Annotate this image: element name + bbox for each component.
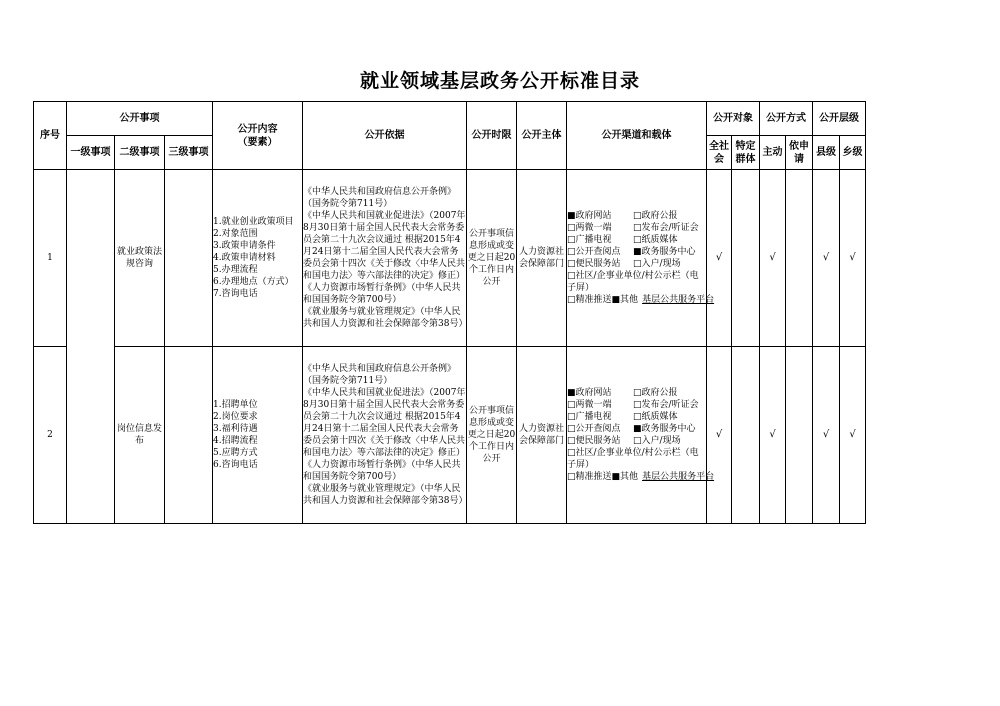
- channel-reading: □公开查阅点: [567, 424, 621, 434]
- table-row: [34, 347, 866, 524]
- basis-item: 《中华人民共和国政府信息公开条例》（国务院令第711号）: [303, 187, 457, 209]
- content-item: 1.招聘单位: [213, 400, 258, 410]
- channel-service-center: ■政务服务中心: [633, 424, 696, 434]
- header-subject: 公开主体: [517, 102, 567, 170]
- header-basis: 公开依据: [303, 102, 467, 170]
- content-item: 2.岗位要求: [213, 412, 258, 422]
- row-channels: [567, 347, 715, 524]
- row-level1: [67, 170, 115, 524]
- channel-gov-site: ■政府网站: [567, 388, 612, 398]
- channel-other: ■其他: [611, 472, 639, 482]
- row-subject: 人力资源社会保障部门: [517, 170, 567, 347]
- method-active-check: √: [760, 347, 786, 524]
- content-item: 3.政策申请条件: [213, 241, 276, 251]
- channel-service-center: ■政务服务中心: [633, 247, 696, 257]
- row-content: [213, 347, 303, 524]
- channel-board: □社区/企事业单位/村公示栏（电子屏）: [567, 448, 699, 470]
- level-town-check: √: [840, 170, 866, 347]
- standard-catalog-table: [33, 101, 866, 524]
- content-item: 4.招聘流程: [213, 436, 258, 446]
- row-level3: [165, 170, 213, 347]
- level-town-check: √: [840, 347, 866, 524]
- header-method: 公开方式: [760, 102, 813, 136]
- header-method-request: 依申请: [786, 136, 813, 170]
- row-subject: 人力资源社会保障部门: [517, 347, 567, 524]
- channel-door: □入户/现场: [633, 436, 681, 446]
- table-row: [34, 170, 866, 347]
- channel-paper: □纸质媒体: [633, 235, 678, 245]
- channel-press: □发布会/听证会: [633, 223, 699, 233]
- header-level3: 三级事项: [165, 136, 213, 170]
- basis-item: 《中华人民共和国就业促进法》（2007年8月30日第十届全国人民代表大会常务委员会第二十九次会议通过 根据2015年4月24日第十二届全国人民代表大会常务委员会第十四次《关于修改〈中华人民共和国电力法〉等六部法律的决定》修正）: [303, 211, 466, 281]
- row-channels: [567, 170, 715, 347]
- channel-gov-site: ■政府网站: [567, 211, 612, 221]
- content-item: 1.就业创业政策项目: [213, 217, 294, 227]
- channel-other: ■其他: [611, 295, 639, 305]
- channel-board: □社区/企事业单位/村公示栏（电子屏）: [567, 271, 699, 293]
- content-item: 4.政策申请材料: [213, 253, 276, 263]
- level-county-check: √: [813, 170, 840, 347]
- content-item: 7.咨询电话: [213, 289, 258, 299]
- header-content: [213, 102, 303, 170]
- method-request-check: [786, 170, 813, 347]
- target-specific-check: [732, 347, 760, 524]
- channel-other-text: 基层公共服务平台: [642, 295, 715, 305]
- header-matters: 公开事项: [67, 102, 213, 136]
- header-channels: 公开渠道和载体: [567, 102, 707, 170]
- header-level1: 一级事项: [67, 136, 115, 170]
- content-item: 2.对象范围: [213, 229, 258, 239]
- header-level2: 二级事项: [115, 136, 165, 170]
- header-level-county: 县级: [813, 136, 840, 170]
- channel-reading: □公开查阅点: [567, 247, 621, 257]
- channel-other-text: 基层公共服务平台: [642, 472, 715, 482]
- target-specific-check: [732, 170, 760, 347]
- channel-tv: □广播电视: [567, 412, 612, 422]
- header-level: 公开层级: [813, 102, 866, 136]
- row-basis: [303, 170, 467, 347]
- channel-gazette: □政府公报: [633, 388, 678, 398]
- header-target-all: 全社会: [707, 136, 732, 170]
- content-item: 6.咨询电话: [213, 460, 258, 470]
- basis-item: 《就业服务与就业管理规定》（中华人民共和国人力资源和社会保障部令第38号）: [303, 307, 468, 329]
- channel-push: □精准推送: [567, 472, 612, 482]
- level-county-check: √: [813, 347, 840, 524]
- row-seq: 1: [34, 170, 67, 347]
- channel-door: □入户/现场: [633, 259, 681, 269]
- channel-convenience: □便民服务站: [567, 259, 621, 269]
- basis-item: 《人力资源市场暂行条例》（中华人民共和国国务院令第700号）: [303, 460, 461, 482]
- channel-tv: □广播电视: [567, 235, 612, 245]
- basis-item: 《中华人民共和国政府信息公开条例》（国务院令第711号）: [303, 364, 457, 386]
- row-level3: [165, 347, 213, 524]
- row-level2: 岗位信息发布: [115, 347, 165, 524]
- page-title: 就业领域基层政务公开标准目录: [359, 70, 640, 92]
- row-seq: 2: [34, 347, 67, 524]
- channel-paper: □纸质媒体: [633, 412, 678, 422]
- channel-push: □精准推送: [567, 295, 612, 305]
- content-item: 6.办理地点（方式）: [213, 277, 294, 287]
- channel-press: □发布会/听证会: [633, 400, 699, 410]
- target-all-check: √: [707, 347, 732, 524]
- content-item: 5.应聘方式: [213, 448, 258, 458]
- header-level-town: 乡级: [840, 136, 866, 170]
- method-active-check: √: [760, 170, 786, 347]
- content-item: 3.福利待遇: [213, 424, 258, 434]
- row-time: 公开事项信息形成或变更之日起20个工作日内公开: [467, 170, 517, 347]
- basis-item: 《中华人民共和国就业促进法》（2007年8月30日第十届全国人民代表大会常务委员会第二十九次会议通过 根据2015年4月24日第十二届全国人民代表大会常务委员会第十四次《关于修改〈中华人民共和国电力法〉等六部法律的决定》修正）: [303, 388, 466, 458]
- channel-convenience: □便民服务站: [567, 436, 621, 446]
- header-time: 公开时限: [467, 102, 517, 170]
- channel-wechat: □两微一端: [567, 400, 612, 410]
- header-seq: 序号: [34, 102, 67, 170]
- basis-item: 《人力资源市场暂行条例》（中华人民共和国国务院令第700号）: [303, 283, 461, 305]
- header-method-active: 主动: [760, 136, 786, 170]
- target-all-check: √: [707, 170, 732, 347]
- row-time: 公开事项信息形成或变更之日起20个工作日内公开: [467, 347, 517, 524]
- row-level2: 就业政策法规咨询: [115, 170, 165, 347]
- row-content: [213, 170, 303, 347]
- header-target-specific: 特定群体: [732, 136, 760, 170]
- channel-gazette: □政府公报: [633, 211, 678, 221]
- channel-wechat: □两微一端: [567, 223, 612, 233]
- row-basis: [303, 347, 467, 524]
- method-request-check: [786, 347, 813, 524]
- basis-item: 《就业服务与就业管理规定》（中华人民共和国人力资源和社会保障部令第38号）: [303, 484, 468, 506]
- header-target: 公开对象: [707, 102, 760, 136]
- content-item: 5.办理流程: [213, 265, 258, 275]
- header-content-label: 公开内容 （要素）: [237, 123, 278, 148]
